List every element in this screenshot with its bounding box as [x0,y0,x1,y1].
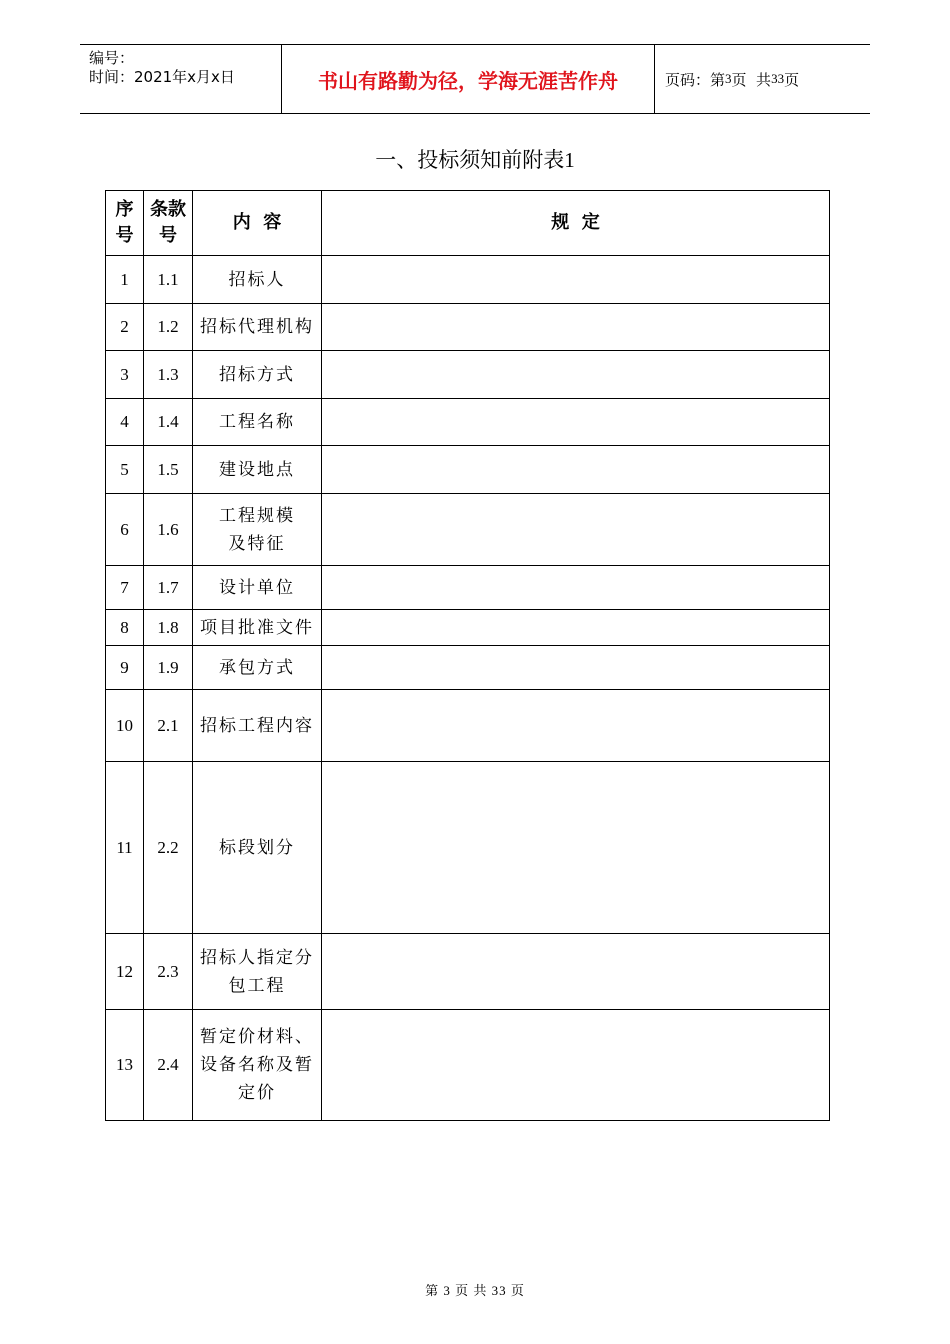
cell-content: 招标工程内容 [193,690,322,762]
cell-seq: 9 [106,646,144,690]
table-row [106,256,830,304]
cell-seq: 4 [106,399,144,446]
cell-seq: 7 [106,566,144,610]
cell-rule [322,304,830,351]
cell-rule [322,690,830,762]
cell-clause: 1.9 [144,646,193,690]
cell-seq: 1 [106,256,144,304]
cell-content: 招标人 [193,256,322,304]
cell-clause: 1.5 [144,446,193,494]
page-title [0,144,950,174]
cell-clause: 1.2 [144,304,193,351]
table-row [106,304,830,351]
cell-content: 设计单位 [193,566,322,610]
cell-seq: 13 [106,1010,144,1121]
page-current: 3 [725,71,732,86]
date-label: 时间：2021年x月x日 [89,68,235,86]
doc-number-label: 编号： [89,49,135,67]
table-row [106,566,830,610]
page-total: 33 [771,71,785,86]
col-header-clause: 条款号 [144,191,193,256]
cell-seq: 6 [106,494,144,566]
cell-content: 招标人指定分包工程 [193,934,322,1010]
cell-seq: 8 [106,610,144,646]
table-row [106,762,830,934]
cell-content: 标段划分 [193,762,322,934]
cell-rule [322,256,830,304]
cell-rule [322,646,830,690]
cell-rule [322,494,830,566]
header-page-info [655,45,870,113]
cell-clause: 1.7 [144,566,193,610]
cell-seq: 2 [106,304,144,351]
cell-content: 暂定价材料、设备名称及暂定价 [193,1010,322,1121]
page-mid: 页 共 [731,70,772,89]
table-row [106,351,830,399]
cell-clause: 2.1 [144,690,193,762]
table-row [106,690,830,762]
cell-seq: 5 [106,446,144,494]
cell-content: 招标方式 [193,351,322,399]
header-motto: 书山有路勤为径，学海无涯苦作舟 [281,45,655,113]
col-header-content: 内 容 [193,191,322,256]
table-row [106,646,830,690]
table-row [106,934,830,1010]
page-prefix: 页码：第 [665,70,726,89]
col-header-rule: 规 定 [322,191,830,256]
table-row [106,610,830,646]
cell-rule [322,1010,830,1121]
page-header [80,44,870,114]
cell-rule [322,934,830,1010]
header-meta [80,45,281,113]
table-row [106,399,830,446]
cell-clause: 1.1 [144,256,193,304]
cell-rule [322,351,830,399]
table-row [106,494,830,566]
cell-content: 建设地点 [193,446,322,494]
cell-seq: 12 [106,934,144,1010]
cell-clause: 1.8 [144,610,193,646]
cell-seq: 11 [106,762,144,934]
cell-content: 工程名称 [193,399,322,446]
table-row [106,1010,830,1121]
table-row [106,446,830,494]
col-header-seq: 序号 [106,191,144,256]
title-number: 1 [564,148,575,172]
cell-clause: 1.3 [144,351,193,399]
bid-notice-table [105,190,830,1121]
cell-content: 招标代理机构 [193,304,322,351]
cell-content: 工程规模及特征 [193,494,322,566]
page-suffix: 页 [784,70,800,89]
page-footer: 第 3 页 共 33 页 [425,1283,525,1298]
cell-content: 承包方式 [193,646,322,690]
title-text: 一、投标须知前附表 [375,148,565,172]
cell-seq: 3 [106,351,144,399]
cell-rule [322,762,830,934]
cell-rule [322,399,830,446]
cell-content: 项目批准文件 [193,610,322,646]
cell-clause: 1.6 [144,494,193,566]
cell-clause: 1.4 [144,399,193,446]
cell-rule [322,610,830,646]
cell-clause: 2.4 [144,1010,193,1121]
cell-seq: 10 [106,690,144,762]
cell-clause: 2.3 [144,934,193,1010]
cell-clause: 2.2 [144,762,193,934]
cell-rule [322,446,830,494]
table-header-row [106,191,830,256]
cell-rule [322,566,830,610]
